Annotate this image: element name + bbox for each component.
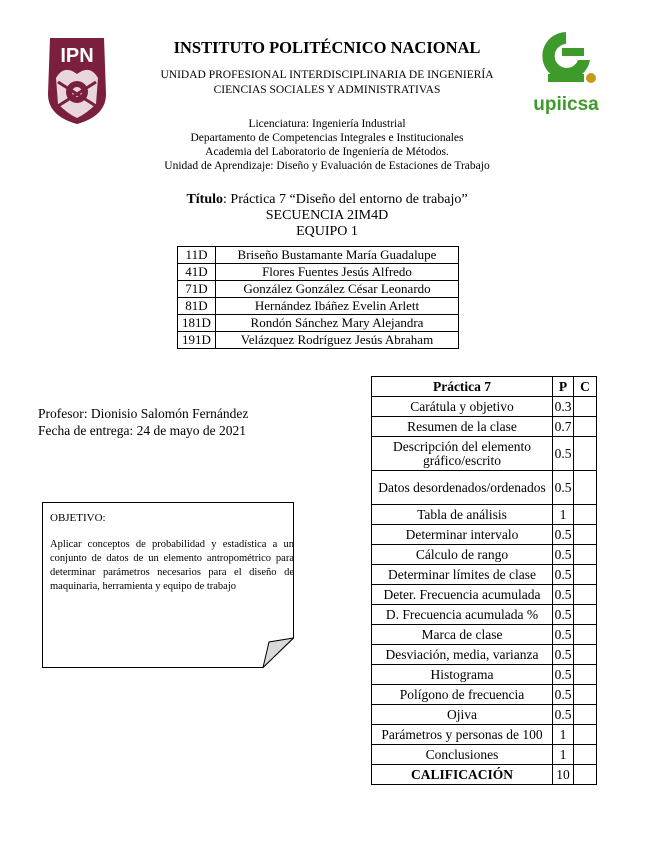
team-row xyxy=(178,332,459,349)
secuencia: SECUENCIA 2IM4D xyxy=(265,208,389,223)
rubric-points: 0.5 xyxy=(553,625,574,645)
team-row xyxy=(178,281,459,298)
rubric-row xyxy=(372,745,597,765)
rubric-score xyxy=(574,437,597,471)
rubric-score xyxy=(574,585,597,605)
rubric-points: 0.5 xyxy=(553,585,574,605)
rubric-score xyxy=(574,685,597,705)
rubric-row xyxy=(372,665,597,685)
departamento: Departamento de Competencias Integrales e Institucionales xyxy=(190,132,464,144)
rubric-score xyxy=(574,645,597,665)
rubric-table xyxy=(371,376,597,785)
team-table xyxy=(177,246,459,349)
rubric-header-p: P xyxy=(553,377,574,397)
title-value: : Práctica 7 “Diseño del entorno de trabajo” xyxy=(223,192,468,207)
rubric-row xyxy=(372,565,597,585)
rubric-points: 0.5 xyxy=(553,705,574,725)
upiicsa-logo-letters: upiicsa xyxy=(533,94,599,115)
rubric-item: Parámetros y personas de 100 xyxy=(372,725,553,745)
unidad-aprendizaje: Unidad de Aprendizaje: Diseño y Evaluación de Estaciones de Trabajo xyxy=(164,160,490,172)
rubric-item: Polígono de frecuencia xyxy=(372,685,553,705)
rubric-points: 0.5 xyxy=(553,645,574,665)
team-row xyxy=(178,315,459,332)
team-row xyxy=(178,264,459,281)
rubric-item: Datos desordenados/ordenados xyxy=(372,471,553,505)
rubric-header-item: Práctica 7 xyxy=(372,377,553,397)
rubric-item: D. Frecuencia acumulada % xyxy=(372,605,553,625)
rubric-item: Histograma xyxy=(372,665,553,685)
rubric-score xyxy=(574,397,597,417)
rubric-points: 1 xyxy=(553,505,574,525)
academia: Academia del Laboratorio de Ingeniería de Métodos. xyxy=(205,146,449,158)
team-row xyxy=(178,247,459,264)
equipo: EQUIPO 1 xyxy=(296,224,358,239)
rubric-row xyxy=(372,397,597,417)
rubric-row xyxy=(372,725,597,745)
team-member-name: Rondón Sánchez Mary Alejandra xyxy=(216,315,459,332)
rubric-row xyxy=(372,705,597,725)
rubric-item: Marca de clase xyxy=(372,625,553,645)
rubric-item: Deter. Frecuencia acumulada xyxy=(372,585,553,605)
team-member-name: Hernández Ibáñez Evelin Arlett xyxy=(216,298,459,315)
rubric-points: 0.5 xyxy=(553,471,574,505)
team-member-name: Flores Fuentes Jesús Alfredo xyxy=(216,264,459,281)
rubric-points: 0.5 xyxy=(553,545,574,565)
rubric-points: 0.5 xyxy=(553,437,574,471)
licenciatura: Licenciatura: Ingeniería Industrial xyxy=(248,118,406,130)
course-info xyxy=(100,117,554,173)
rubric-points: 0.5 xyxy=(553,605,574,625)
rubric-points: 0.5 xyxy=(553,665,574,685)
rubric-score xyxy=(574,625,597,645)
rubric-points: 1 xyxy=(553,745,574,765)
rubric-score xyxy=(574,545,597,565)
rubric-score xyxy=(574,417,597,437)
rubric-points: 0.3 xyxy=(553,397,574,417)
team-code: 41D xyxy=(178,264,216,281)
objetivo-text: Aplicar conceptos de probabilidad y estadística a un conjunto de datos de un elemento antropométrico para determinar parámetros necesarios para el diseño de maquinaria, herramienta y equipo de trabajo xyxy=(50,539,294,592)
rubric-total-label: CALIFICACIÓN xyxy=(372,765,553,785)
rubric-row xyxy=(372,437,597,471)
title-label: Título xyxy=(186,192,224,207)
rubric-points: 0.7 xyxy=(553,417,574,437)
rubric-score xyxy=(574,505,597,525)
team-member-name: Briseño Bustamante María Guadalupe xyxy=(216,247,459,264)
team-member-name: Velázquez Rodríguez Jesús Abraham xyxy=(216,332,459,349)
rubric-item: Resumen de la clase xyxy=(372,417,553,437)
institution-title: INSTITUTO POLITÉCNICO NACIONAL xyxy=(173,38,481,57)
rubric-row xyxy=(372,545,597,565)
title-block xyxy=(100,192,554,240)
rubric-item: Determinar límites de clase xyxy=(372,565,553,585)
team-member-name: González González César Leonardo xyxy=(216,281,459,298)
rubric-points: 1 xyxy=(553,725,574,745)
professor-info xyxy=(38,405,248,439)
rubric-row xyxy=(372,471,597,505)
rubric-score xyxy=(574,525,597,545)
team-code: 71D xyxy=(178,281,216,298)
objetivo-title: OBJETIVO: xyxy=(50,512,106,524)
rubric-item: Descripción del elemento gráfico/escrito xyxy=(372,437,553,471)
rubric-score xyxy=(574,725,597,745)
rubric-item: Ojiva xyxy=(372,705,553,725)
rubric-row xyxy=(372,585,597,605)
team-row xyxy=(178,298,459,315)
rubric-row xyxy=(372,525,597,545)
ipn-logo xyxy=(44,34,110,126)
rubric-row xyxy=(372,645,597,665)
ipn-logo-letters: IPN xyxy=(60,45,94,67)
team-code: 181D xyxy=(178,315,216,332)
rubric-score xyxy=(574,565,597,585)
rubric-item: Cálculo de rango xyxy=(372,545,553,565)
rubric-row xyxy=(372,417,597,437)
rubric-score xyxy=(574,745,597,765)
rubric-score xyxy=(574,471,597,505)
rubric-points: 0.5 xyxy=(553,565,574,585)
rubric-item: Tabla de análisis xyxy=(372,505,553,525)
rubric-score xyxy=(574,665,597,685)
unit-line-2: CIENCIAS SOCIALES Y ADMINISTRATIVAS xyxy=(213,84,441,96)
team-code: 191D xyxy=(178,332,216,349)
rubric-item: Conclusiones xyxy=(372,745,553,765)
rubric-row xyxy=(372,685,597,705)
rubric-item: Determinar intervalo xyxy=(372,525,553,545)
team-code: 11D xyxy=(178,247,216,264)
rubric-row xyxy=(372,505,597,525)
professor-name: Profesor: Dionisio Salomón Fernández xyxy=(38,406,249,421)
rubric-header-c: C xyxy=(574,377,597,397)
rubric-item: Desviación, media, varianza xyxy=(372,645,553,665)
rubric-points: 0.5 xyxy=(553,685,574,705)
rubric-score xyxy=(574,605,597,625)
rubric-total-p: 10 xyxy=(553,765,574,785)
delivery-date: Fecha de entrega: 24 de mayo de 2021 xyxy=(38,423,247,438)
unit-line-1: UNIDAD PROFESIONAL INTERDISCIPLINARIA DE INGENIERÍA xyxy=(160,69,494,81)
rubric-row xyxy=(372,605,597,625)
rubric-score xyxy=(574,705,597,725)
rubric-row xyxy=(372,625,597,645)
rubric-item: Carátula y objetivo xyxy=(372,397,553,417)
practice-title xyxy=(100,192,554,208)
rubric-points: 0.5 xyxy=(553,525,574,545)
unit-name xyxy=(115,68,539,98)
team-code: 81D xyxy=(178,298,216,315)
upiicsa-logo xyxy=(528,26,604,118)
rubric-total-c xyxy=(574,765,597,785)
